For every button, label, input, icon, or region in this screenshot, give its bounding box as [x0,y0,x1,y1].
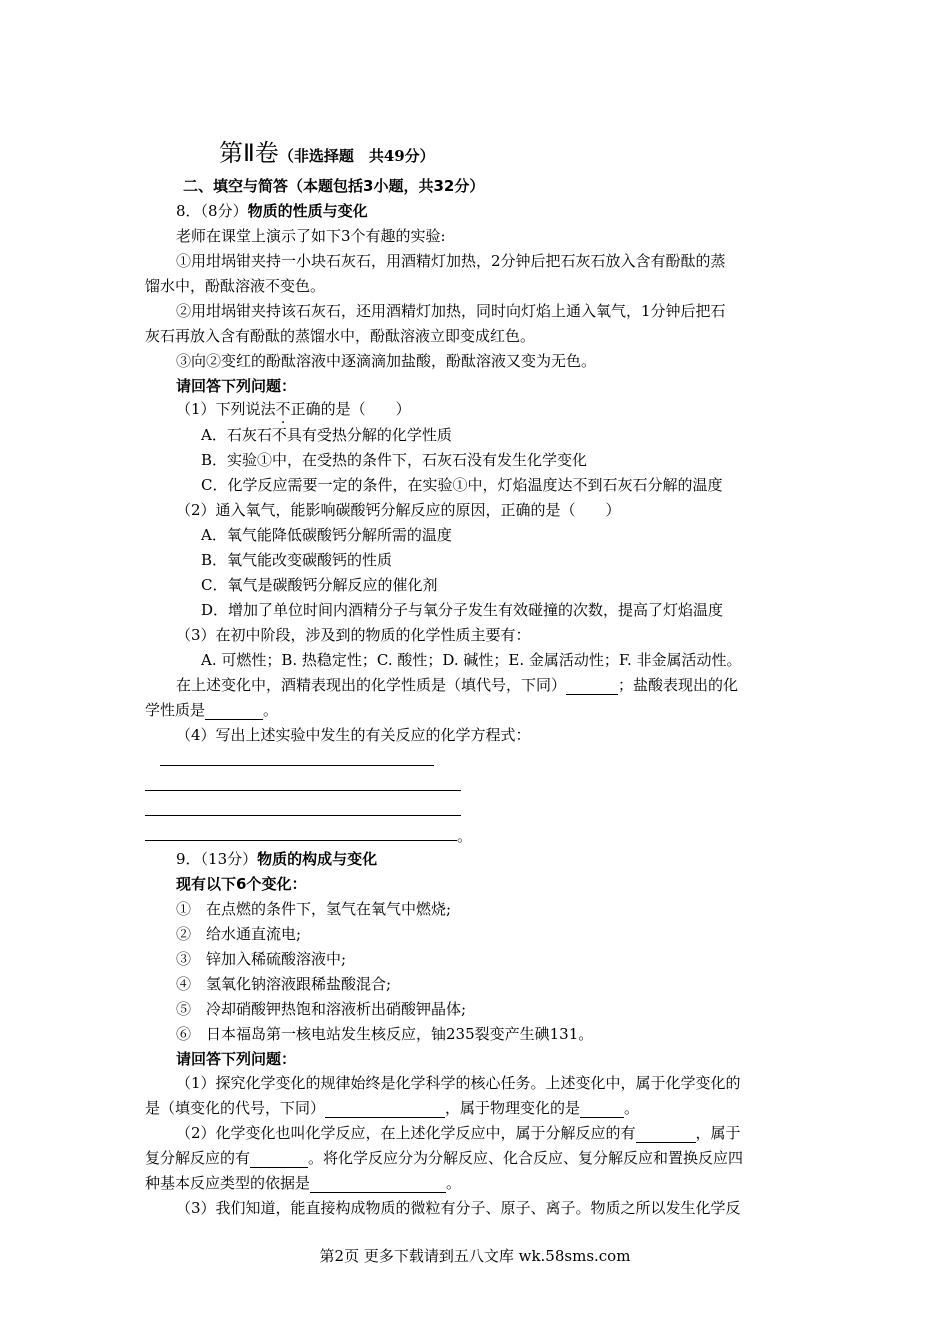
q8-part2-option-b: B．氧气能改变碳酸钙的性质 [201,551,393,569]
q9-part2-line1 [176,1123,741,1143]
q9-part1-text-b: 是（填变化的代号，下同） [145,1099,326,1117]
q9-part2-line2 [145,1148,743,1168]
equation-line-1[interactable] [160,765,434,766]
answer-blank[interactable] [580,1101,624,1118]
q8-part3-text-c: 学性质是 [145,701,206,719]
q8-heading [176,201,368,221]
q8-part2: （2）通入氧气，能影响碳酸钙分解反应的原因，正确的是（ ） [176,501,621,519]
q9-part2-text-f: 。 [446,1174,462,1192]
q8-part3-text-b: ；盐酸表现出的化 [618,676,739,694]
answer-blank[interactable] [636,1126,696,1143]
q9-change-4: ④ 氢氧化钠溶液跟稀盐酸混合; [176,975,392,993]
q9-part1-text-c: ，属于物理变化的是 [445,1099,581,1117]
q8-part1-emphasis: 不 [275,400,291,418]
q9-heading [176,849,377,869]
q8-exp3: ③向②变红的酚酞溶液中逐滴滴加盐酸，酚酞溶液又变为无色。 [176,352,597,370]
page-footer: 第2页 更多下载请到五八文库 wk.58sms.com [319,1247,631,1265]
q8-exp1-line1: ①用坩埚钳夹持一小块石灰石，用酒精灯加热，2分钟后把石灰石放入含有酚酞的蒸 [176,252,726,270]
q9-change-6: ⑥ 日本福岛第一核电站发生核反应，铀235裂变产生碘131。 [176,1025,594,1043]
q8-part3-text-d: 。 [263,701,279,719]
q9-part1-text-d: 。 [624,1099,640,1117]
answer-blank[interactable] [250,1151,308,1168]
q8-part2-option-d: D．增加了单位时间内酒精分子与氧分子发生有效碰撞的次数，提高了灯焰温度 [201,601,724,619]
q9-topic: 物质的构成与变化 [257,850,378,868]
answer-blank[interactable] [310,1176,446,1193]
q8-exp1-line2: 馏水中，酚酞溶液不变色。 [145,277,326,295]
equation-line-4[interactable] [145,840,457,841]
q8-number: 8．（8分） [176,202,248,220]
q9-part2-line3 [145,1173,461,1193]
q8-exp2-line1: ②用坩埚钳夹持该石灰石，还用酒精灯加热，同时向灯焰上通入氧气，1分钟后把石 [176,302,726,320]
q8-part1 [176,399,411,419]
q9-ask: 请回答下列问题： [176,1050,297,1068]
equation-line-2[interactable] [145,790,461,791]
q8-part3: （3）在初中阶段，涉及到的物质的化学性质主要有： [176,626,531,644]
answer-blank[interactable] [325,1101,445,1118]
q8-topic: 物质的性质与变化 [247,202,368,220]
q9-part2-text-e: 种基本反应类型的依据是 [145,1174,311,1192]
q9-intro: 现有以下6个变化： [176,875,307,893]
paper-subtitle: （非选择题 共49分） [278,147,435,165]
q8-exp2-line2: 灰石再放入含有酚酞的蒸馏水中，酚酞溶液立即变成红色。 [145,327,536,345]
answer-blank[interactable] [205,703,263,720]
q9-number: 9．（13分） [176,850,258,868]
q8-part1-text-b: 正确的是（ ） [290,400,411,418]
q9-change-1: ① 在点燃的条件下，氢气在氧气中燃烧; [176,900,452,918]
q9-change-5: ⑤ 冷却硝酸钾热饱和溶液析出硝酸钾晶体; [176,1000,467,1018]
q9-part1-line1: （1）探究化学变化的规律始终是化学科学的核心任务。上述变化中，属于化学变化的 [176,1074,741,1092]
q8-part1-option-a: A．石灰石不具有受热分解的化学性质 [201,426,452,444]
q9-part2-text-c: 复分解反应的有 [145,1149,251,1167]
q8-part3-question-line1 [176,675,738,695]
q8-part1-option-b: B．实验①中，在受热的条件下，石灰石没有发生化学变化 [201,451,588,469]
equation-line-3[interactable] [145,815,461,816]
q8-intro: 老师在课堂上演示了如下3个有趣的实验: [176,227,446,245]
equation-end-mark: 。 [457,827,473,845]
q8-part4: （4）写出上述实验中发生的有关反应的化学方程式： [176,726,531,744]
q8-part3-text-a: 在上述变化中，酒精表现出的化学性质是（填代号，下同） [176,676,567,694]
q8-part1-option-c: C．化学反应需要一定的条件，在实验①中，灯焰温度达不到石灰石分解的温度 [201,476,723,494]
q9-change-3: ③ 锌加入稀硫酸溶液中; [176,950,347,968]
q8-part2-option-a: A．氧气能降低碳酸钙分解所需的温度 [201,526,452,544]
q9-part2-text-b: ，属于 [695,1124,741,1142]
q9-part2-text-a: （2）化学变化也叫化学反应，在上述化学反应中，属于分解反应的有 [176,1124,636,1142]
q8-part3-options: A. 可燃性；B. 热稳定性；C. 酸性；D. 碱性；E. 金属活动性；F. 非金属活动性。 [201,651,742,669]
q9-part1-line2 [145,1098,639,1118]
answer-blank[interactable] [566,678,618,695]
q8-part3-question-line2 [145,700,278,720]
section-heading: 二、填空与简答（本题包括3小题，共32分） [183,177,485,195]
q8-part1-text-a: （1）下列说法 [176,400,276,418]
paper-title: 第Ⅱ卷 [219,139,279,167]
section-header [219,138,435,168]
q9-part3-line1: （3）我们知道，能直接构成物质的微粒有分子、原子、离子。物质之所以发生化学反 [176,1199,741,1217]
q9-change-2: ② 给水通直流电; [176,925,302,943]
q8-part2-option-c: C．氧气是碳酸钙分解反应的催化剂 [201,576,438,594]
q9-part2-text-d: 。将化学反应分为分解反应、化合反应、复分解反应和置换反应四 [308,1149,744,1167]
q8-ask: 请回答下列问题： [176,377,297,395]
